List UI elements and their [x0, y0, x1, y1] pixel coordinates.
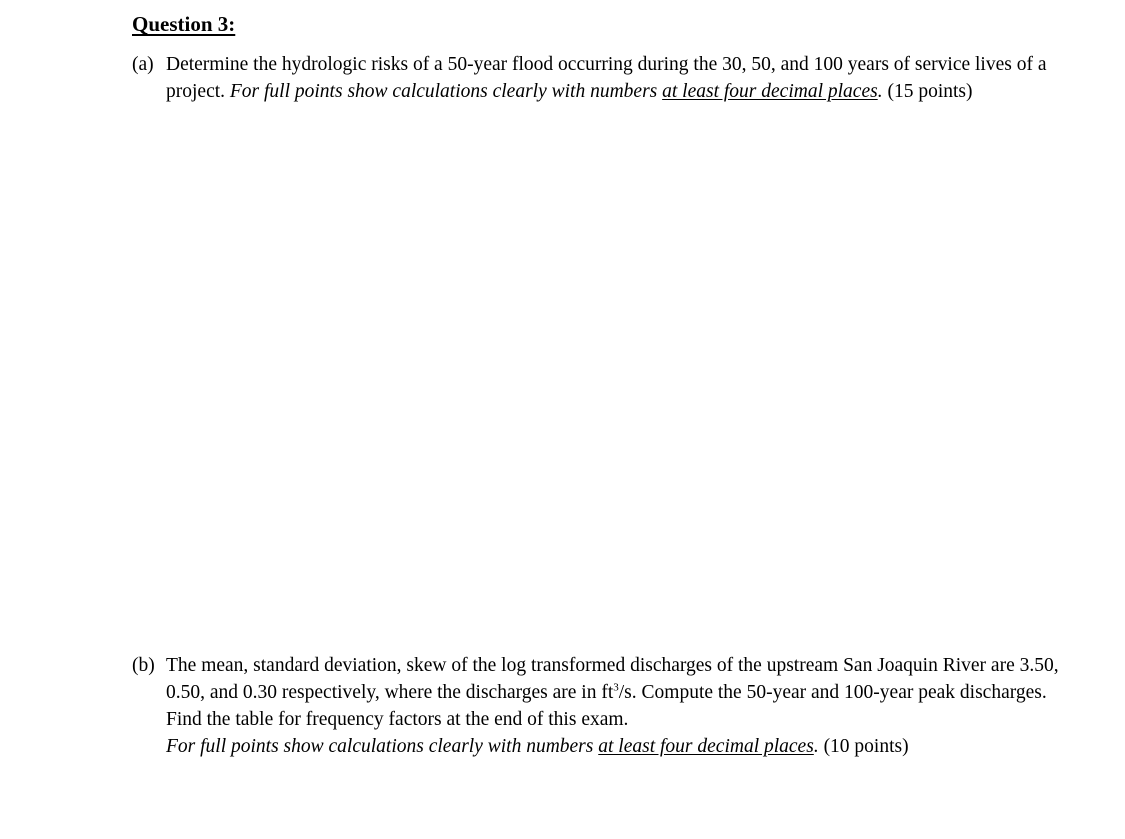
part-a-marker: (a)	[132, 54, 154, 75]
part-a-period: .	[877, 81, 883, 102]
part-a-points: (15 points)	[887, 81, 973, 102]
question-title: Question 3:	[132, 12, 236, 36]
part-b-instruction: For full points show calculations clearly with numbers	[166, 736, 594, 757]
part-a-emphasis: at least four decimal places	[662, 81, 878, 102]
part-b-points: (10 points)	[823, 736, 909, 757]
part-b-emphasis: at least four decimal places	[598, 736, 814, 757]
part-a-text: Determine the hydrologic risks of a 50-year flood occurring during the 30, 50, and 100 years of service lives of a project.	[166, 54, 1047, 102]
part-b-period: .	[813, 736, 819, 757]
part-b-text-end: /s. Compute the 50-year and 100-year peak discharges. Find the table for frequency factors at the end of this exam.	[166, 682, 1047, 730]
part-a-instruction: For full points show calculations clearly with numbers	[229, 81, 658, 102]
part-b-marker: (b)	[132, 655, 155, 676]
part-a	[132, 51, 1062, 105]
part-b-body	[166, 652, 1062, 760]
part-b	[132, 652, 1062, 760]
part-b-text-start: The mean, standard deviation, skew of the log transformed discharges of the upstream San Joaquin River are 3.50, 0.50, and 0.30 respectively, where the discharges are in ft	[166, 655, 1059, 703]
part-a-body	[166, 51, 1062, 105]
part-b-unit-superscript: 3	[613, 681, 619, 694]
